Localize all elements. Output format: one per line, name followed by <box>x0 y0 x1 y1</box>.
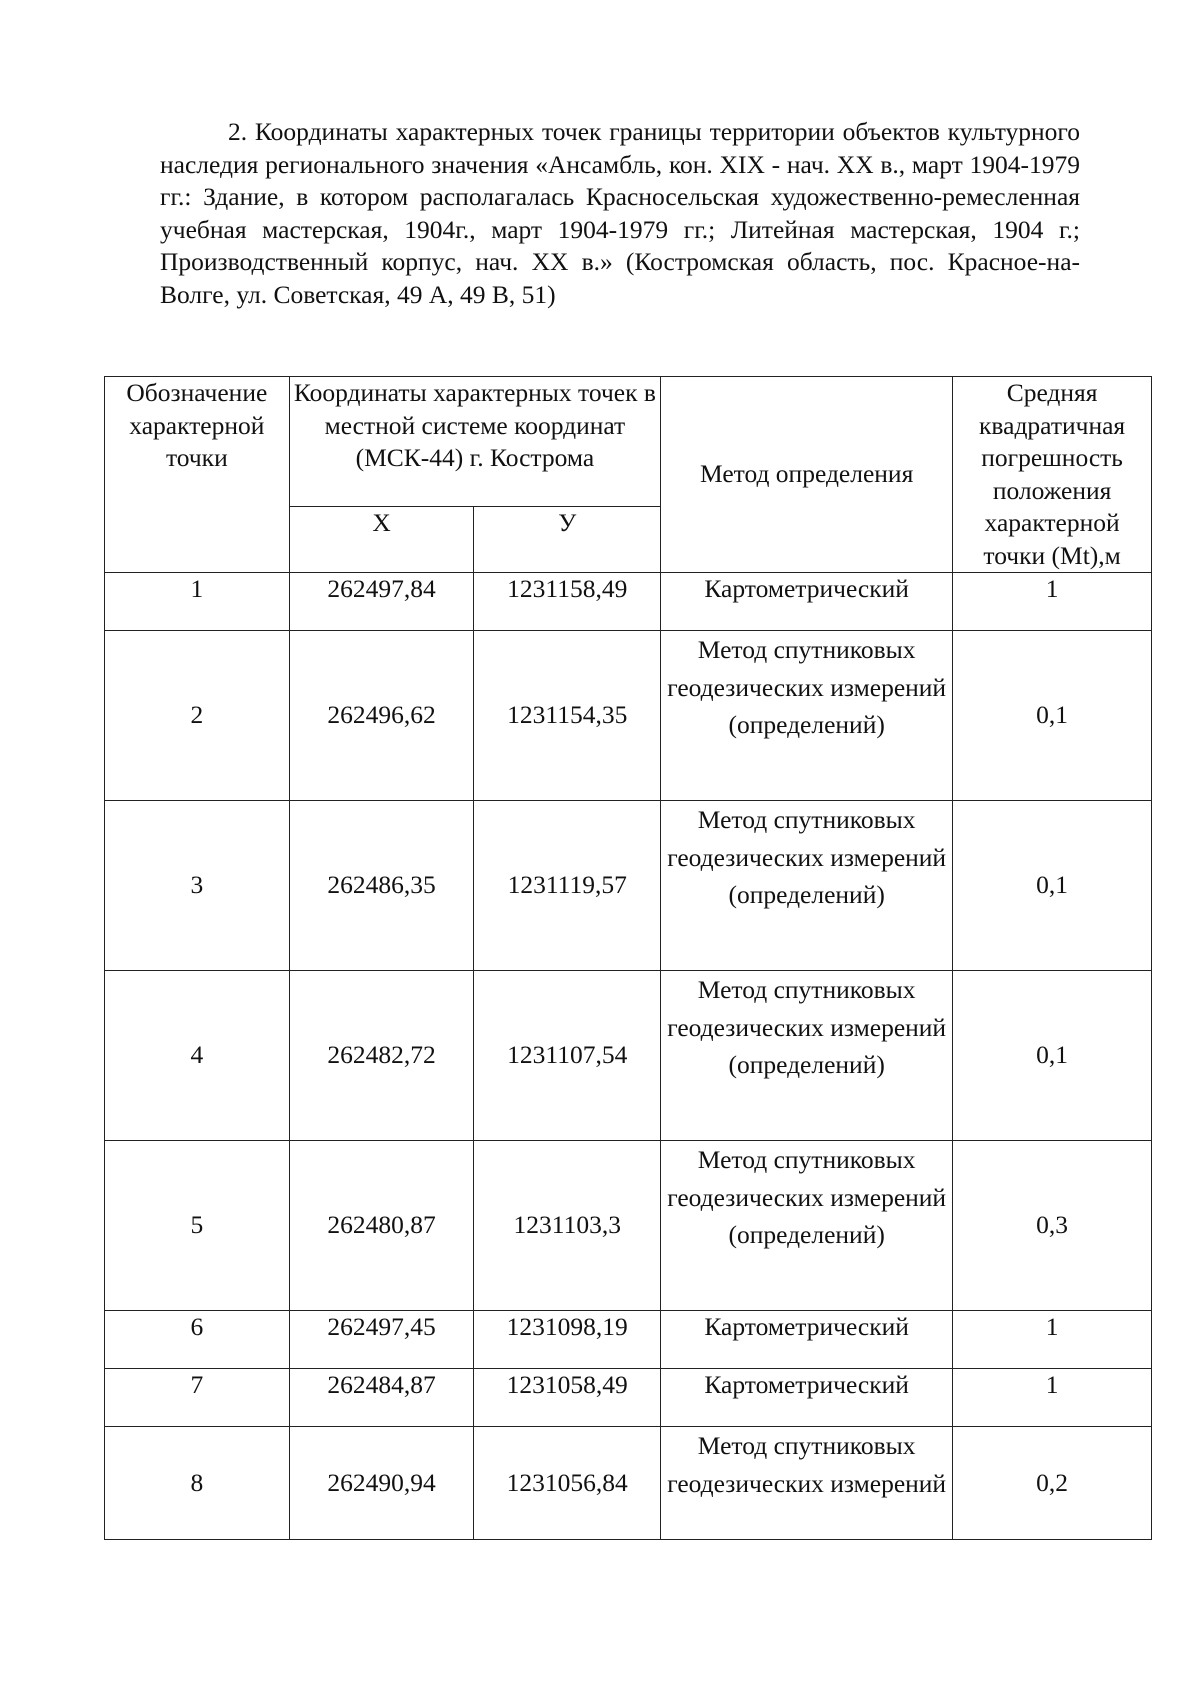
cell-method: Картометрический <box>661 1311 953 1369</box>
cell-x: 262486,35 <box>289 801 474 971</box>
cell-error: 0,3 <box>953 1141 1152 1311</box>
cell-point: 7 <box>105 1369 290 1427</box>
header-method: Метод определения <box>661 377 953 573</box>
cell-x: 262497,45 <box>289 1311 474 1369</box>
cell-point: 5 <box>105 1141 290 1311</box>
cell-y: 1231098,19 <box>474 1311 661 1369</box>
cell-method: Метод спутниковых геодезических измерений (определений) <box>661 971 953 1141</box>
cell-method: Картометрический <box>661 1369 953 1427</box>
cell-error: 1 <box>953 573 1152 631</box>
cell-y: 1231119,57 <box>474 801 661 971</box>
cell-y: 1231154,35 <box>474 631 661 801</box>
cell-error: 1 <box>953 1369 1152 1427</box>
table-row <box>105 573 1152 631</box>
cell-y: 1231158,49 <box>474 573 661 631</box>
cell-y: 1231058,49 <box>474 1369 661 1427</box>
cell-error: 0,1 <box>953 801 1152 971</box>
header-x: X <box>289 507 474 573</box>
cell-method: Метод спутниковых геодезических измерений (определений) <box>661 1141 953 1311</box>
cell-method: Картометрический <box>661 573 953 631</box>
table-row <box>105 1369 1152 1427</box>
cell-error: 0,1 <box>953 631 1152 801</box>
cell-x: 262497,84 <box>289 573 474 631</box>
cell-point: 2 <box>105 631 290 801</box>
cell-y: 1231103,3 <box>474 1141 661 1311</box>
cell-point: 3 <box>105 801 290 971</box>
section-heading: 2. Координаты характерных точек границы территории объектов культурного наследия регионального значения «Ансамбль, кон. XIX - нач. XX в., март 1904-1979 гг.: Здание, в котором располагалась Красносельская художественно-ремесленная учебная мастерская, 1904г., март 1904-1979 гг.; Литейная мастерская, 1904 г.; Производственный корпус, нач. XX в.» (Костромская область, пос. Красное-на-Волге, ул. Советская, 49 А, 49 В, 51) <box>160 117 1080 309</box>
cell-error: 1 <box>953 1311 1152 1369</box>
cell-error: 0,1 <box>953 971 1152 1141</box>
table-row <box>105 801 1152 971</box>
header-y: У <box>474 507 661 573</box>
table-row <box>105 971 1152 1141</box>
cell-x: 262480,87 <box>289 1141 474 1311</box>
cell-method: Метод спутниковых геодезических измерений (определений) <box>661 801 953 971</box>
table-row <box>105 631 1152 801</box>
cell-x: 262496,62 <box>289 631 474 801</box>
cell-method: Метод спутниковых геодезических измерений (определений) <box>661 631 953 801</box>
cell-point: 6 <box>105 1311 290 1369</box>
cell-y: 1231056,84 <box>474 1427 661 1540</box>
cell-point: 8 <box>105 1427 290 1540</box>
table-row <box>105 1141 1152 1311</box>
cell-method: Метод спутниковых геодезических измерений <box>661 1427 953 1540</box>
table-row <box>105 1427 1152 1540</box>
cell-error: 0,2 <box>953 1427 1152 1540</box>
cell-x: 262484,87 <box>289 1369 474 1427</box>
header-point: Обозначение характерной точки <box>105 377 290 573</box>
header-coordinates: Координаты характерных точек в местной системе координат (МСК-44) г. Кострома <box>289 377 660 507</box>
table-row <box>105 1311 1152 1369</box>
cell-point: 1 <box>105 573 290 631</box>
cell-x: 262490,94 <box>289 1427 474 1540</box>
cell-point: 4 <box>105 971 290 1141</box>
coordinates-table <box>104 376 1152 1540</box>
table-header-row <box>105 377 1152 507</box>
header-error: Средняя квадратичная погрешность положения характерной точки (Mt),м <box>953 377 1152 573</box>
cell-y: 1231107,54 <box>474 971 661 1141</box>
cell-x: 262482,72 <box>289 971 474 1141</box>
